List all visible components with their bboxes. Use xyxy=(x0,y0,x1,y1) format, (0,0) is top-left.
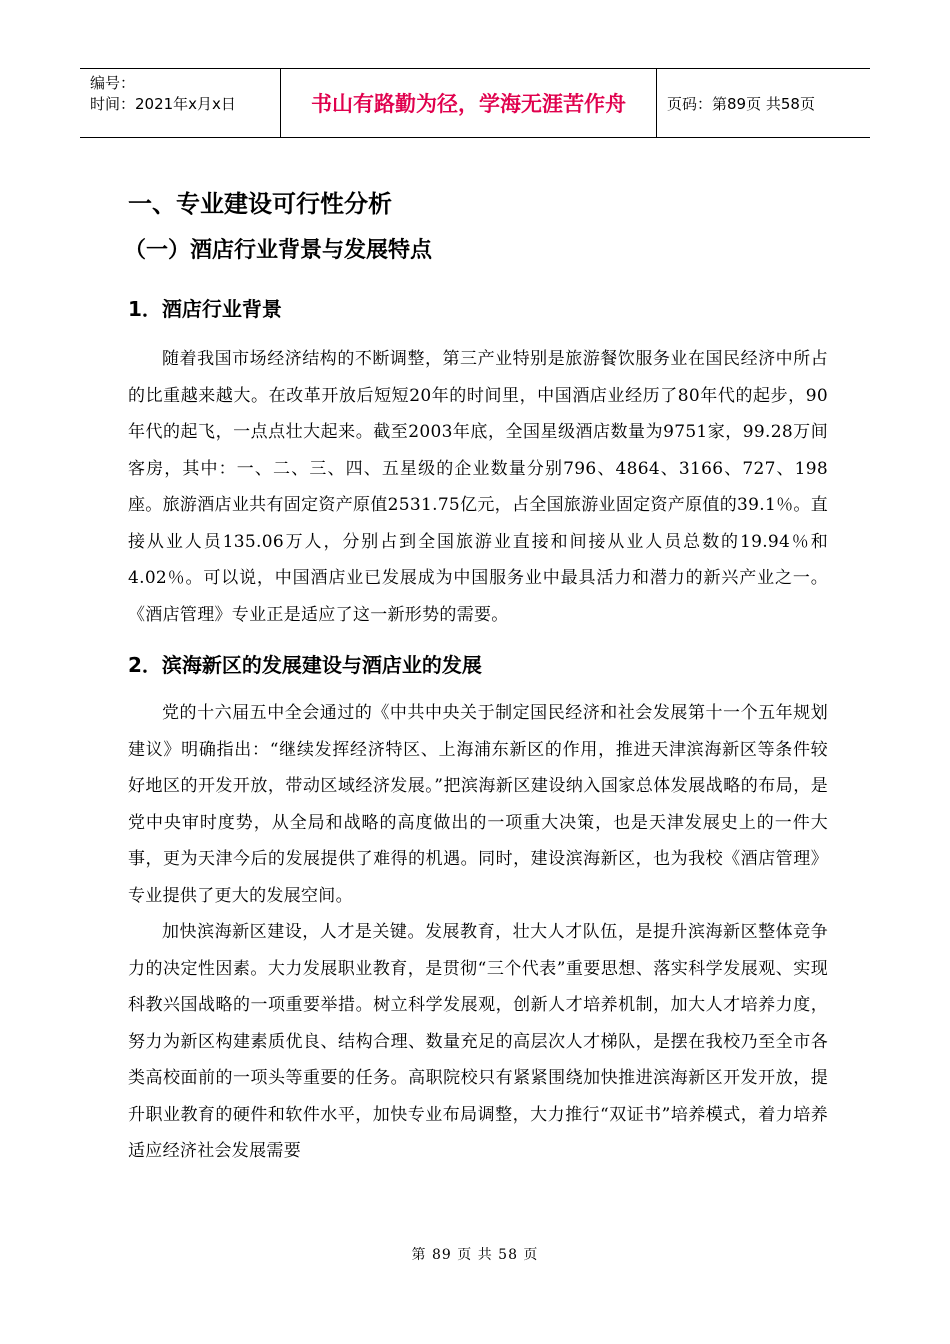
header-motto: 书山有路勤为径，学海无涯苦作舟 xyxy=(280,69,657,137)
document-title: 一、专业建设可行性分析 xyxy=(128,190,392,218)
paragraph-3: 加快滨海新区建设，人才是关键。发展教育，壮大人才队伍，是提升滨海新区整体竞争力的决定性因素。大力发展职业教育，是贯彻“三个代表”重要思想、落实科学发展观、实现科教兴国战略的一项重要举措。树立科学发展观，创新人才培养机制，加大人才培养力度，努力为新区构建素质优良、结构合理、数量充足的高层次人才梯队，是摆在我校乃至全市各类高校面前的一项头等重要的任务。高职院校只有紧紧围绕加快推进滨海新区开发开放，提升职业教育的硬件和软件水平，加快专业布局调整，大力推行“双证书”培养模式，着力培养适应经济社会发展需要 xyxy=(128,922,828,1161)
document-body xyxy=(124,182,828,1170)
section-heading: （一）酒店行业背景与发展特点 xyxy=(124,238,433,263)
subsection-heading-1: 1．酒店行业背景 xyxy=(128,297,282,321)
header-page-info: 页码：第89页 共58页 xyxy=(667,94,815,113)
paragraph-2: 党的十六届五中全会通过的《中共中央关于制定国民经济和社会发展第十一个五年规划建议》明确指出：“继续发挥经济特区、上海浦东新区的作用，推进天津滨海新区等条件较好地区的开发开放，带动区域经济发展。”把滨海新区建设纳入国家总体发展战略的布局，是党中央审时度势，从全局和战略的高度做出的一项重大决策，也是天津发展史上的一件大事，更为天津今后的发展提供了难得的机遇。同时，建设滨海新区，也为我校《酒店管理》专业提供了更大的发展空间。 xyxy=(128,703,828,906)
page-header xyxy=(80,68,870,138)
number-label: 编号： xyxy=(90,74,136,92)
header-meta xyxy=(80,69,280,137)
time-label: 时间：2021年x月x日 xyxy=(90,95,236,113)
subsection-heading-2: 2．滨海新区的发展建设与酒店业的发展 xyxy=(128,653,482,677)
paragraph-1: 随着我国市场经济结构的不断调整，第三产业特别是旅游餐饮服务业在国民经济中所占的比重越来越大。在改革开放后短短20年的时间里，中国酒店业经历了80年代的起步，90年代的起飞，一点点壮大起来。截至2003年底，全国星级酒店数量为9751家，99.28万间客房，其中：一、二、三、四、五星级的企业数量分别796、4864、3166、727、198座。旅游酒店业共有固定资产原值2531.75亿元，占全国旅游业固定资产原值的39.1％。直接从业人员135.06万人，分别占到全国旅游业直接和间接从业人员总数的19.94％和4.02％。可以说，中国酒店业已发展成为中国服务业中最具活力和潜力的新兴产业之一。《酒店管理》专业正是适应了这一新形势的需要。 xyxy=(128,349,828,625)
page-footer: 第 89 页 共 58 页 xyxy=(411,1247,539,1263)
